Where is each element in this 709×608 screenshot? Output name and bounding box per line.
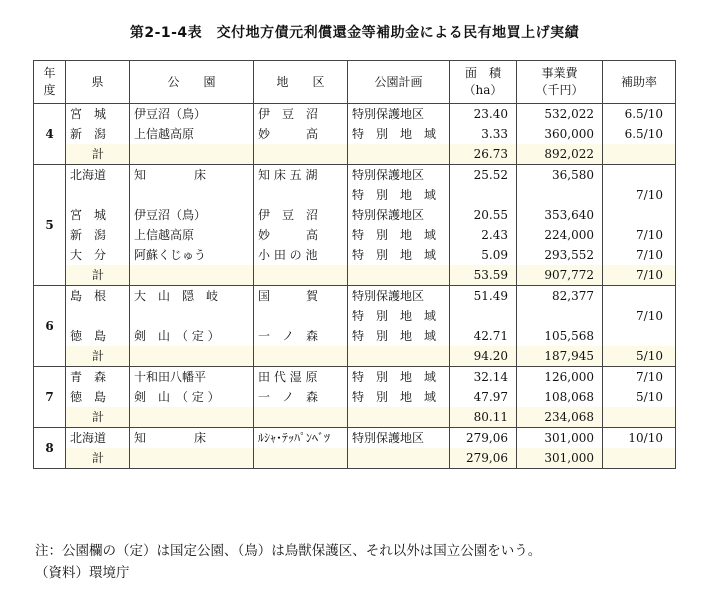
prefecture-cell: 宮 城 bbox=[66, 205, 130, 225]
header-cost: 事業費 （千円） bbox=[517, 61, 603, 104]
table-title: 第2-1-4表 交付地方債元利償還金等補助金による民有地買上げ実績 bbox=[129, 25, 580, 41]
purchase-results-table bbox=[33, 60, 676, 469]
total-cost: 301,000 bbox=[517, 448, 603, 469]
area-cell: 20.55 bbox=[450, 205, 517, 225]
total-area: 94.20 bbox=[450, 346, 517, 367]
park-cell: 剣 山 （ 定 ） bbox=[130, 326, 254, 346]
year-cell: 5 bbox=[34, 165, 66, 286]
cost-cell: 108,068 bbox=[517, 387, 603, 407]
prefecture-cell: 新 潟 bbox=[66, 225, 130, 245]
table-row bbox=[34, 306, 676, 326]
park-cell bbox=[130, 306, 254, 326]
year-cell: 7 bbox=[34, 367, 66, 428]
empty-cell bbox=[130, 346, 254, 367]
prefecture-cell: 北海道 bbox=[66, 428, 130, 449]
table-row bbox=[34, 104, 676, 125]
total-label: 計 bbox=[66, 346, 130, 367]
header-park-plan: 公園計画 bbox=[348, 61, 450, 104]
district-cell: 妙 高 bbox=[254, 225, 348, 245]
table-row bbox=[34, 225, 676, 245]
park-cell: 上信越高原 bbox=[130, 124, 254, 144]
prefecture-cell: 新 潟 bbox=[66, 124, 130, 144]
district-cell: 小 田 の 池 bbox=[254, 245, 348, 265]
table-row bbox=[34, 286, 676, 307]
cost-cell: 224,000 bbox=[517, 225, 603, 245]
empty-cell bbox=[254, 144, 348, 165]
park-cell: 剣 山 （ 定 ） bbox=[130, 387, 254, 407]
prefecture-cell: 北海道 bbox=[66, 165, 130, 186]
cost-cell: 532,022 bbox=[517, 104, 603, 125]
total-label: 計 bbox=[66, 407, 130, 428]
total-row bbox=[34, 346, 676, 367]
cost-cell: 353,640 bbox=[517, 205, 603, 225]
area-cell bbox=[450, 185, 517, 205]
table-row bbox=[34, 326, 676, 346]
total-area: 279,06 bbox=[450, 448, 517, 469]
rate-cell: 7/10 bbox=[603, 185, 676, 205]
district-cell: 一 ノ 森 bbox=[254, 326, 348, 346]
table-row bbox=[34, 367, 676, 388]
header-park: 公 園 bbox=[130, 61, 254, 104]
header-subsidy-rate: 補助率 bbox=[603, 61, 676, 104]
total-label: 計 bbox=[66, 144, 130, 165]
area-cell bbox=[450, 306, 517, 326]
cost-cell: 36,580 bbox=[517, 165, 603, 186]
plan-cell: 特別保護地区 bbox=[348, 428, 450, 449]
district-cell: ﾙｼｬ･ﾃｯﾊﾟﾝﾍﾞﾂ bbox=[254, 428, 348, 449]
prefecture-cell: 大 分 bbox=[66, 245, 130, 265]
total-label: 計 bbox=[66, 265, 130, 286]
prefecture-cell: 徳 島 bbox=[66, 387, 130, 407]
total-cost: 234,068 bbox=[517, 407, 603, 428]
rate-cell: 7/10 bbox=[603, 245, 676, 265]
plan-cell: 特別保護地区 bbox=[348, 165, 450, 186]
rate-cell bbox=[603, 205, 676, 225]
cost-cell bbox=[517, 306, 603, 326]
plan-cell: 特別保護地区 bbox=[348, 104, 450, 125]
total-rate: 5/10 bbox=[603, 346, 676, 367]
total-area: 80.11 bbox=[450, 407, 517, 428]
area-cell: 2.43 bbox=[450, 225, 517, 245]
total-row bbox=[34, 448, 676, 469]
district-cell: 国 賀 bbox=[254, 286, 348, 307]
area-cell: 25.52 bbox=[450, 165, 517, 186]
prefecture-cell: 宮 城 bbox=[66, 104, 130, 125]
district-cell: 一 ノ 森 bbox=[254, 387, 348, 407]
total-cost: 907,772 bbox=[517, 265, 603, 286]
source-note: （資料）環境庁 bbox=[35, 565, 130, 581]
total-cost: 892,022 bbox=[517, 144, 603, 165]
park-cell: 上信越高原 bbox=[130, 225, 254, 245]
district-cell: 伊 豆 沼 bbox=[254, 205, 348, 225]
cost-cell: 105,568 bbox=[517, 326, 603, 346]
cost-cell bbox=[517, 185, 603, 205]
rate-cell: 5/10 bbox=[603, 387, 676, 407]
district-cell: 田 代 湿 原 bbox=[254, 367, 348, 388]
total-row bbox=[34, 144, 676, 165]
cost-cell: 293,552 bbox=[517, 245, 603, 265]
area-cell: 5.09 bbox=[450, 245, 517, 265]
plan-cell: 特 別 地 域 bbox=[348, 306, 450, 326]
park-cell: 知 床 bbox=[130, 165, 254, 186]
prefecture-cell bbox=[66, 306, 130, 326]
rate-cell bbox=[603, 165, 676, 186]
total-rate: 7/10 bbox=[603, 265, 676, 286]
total-label: 計 bbox=[66, 448, 130, 469]
table-body bbox=[34, 104, 676, 469]
cost-cell: 126,000 bbox=[517, 367, 603, 388]
cost-cell: 360,000 bbox=[517, 124, 603, 144]
prefecture-cell: 徳 島 bbox=[66, 326, 130, 346]
empty-cell bbox=[348, 144, 450, 165]
plan-cell: 特 別 地 域 bbox=[348, 124, 450, 144]
empty-cell bbox=[348, 265, 450, 286]
park-cell: 十和田八幡平 bbox=[130, 367, 254, 388]
total-rate bbox=[603, 407, 676, 428]
header-year: 年 度 bbox=[34, 61, 66, 104]
footnote: 注：公園欄の（定）は国定公園、（鳥）は鳥獣保護区、それ以外は国立公園をいう。 bbox=[35, 543, 542, 559]
park-cell: 伊豆沼（鳥） bbox=[130, 104, 254, 125]
cost-cell: 301,000 bbox=[517, 428, 603, 449]
empty-cell bbox=[348, 346, 450, 367]
rate-cell bbox=[603, 326, 676, 346]
table-header bbox=[34, 61, 676, 104]
area-cell: 51.49 bbox=[450, 286, 517, 307]
year-cell: 8 bbox=[34, 428, 66, 469]
park-cell: 伊豆沼（鳥） bbox=[130, 205, 254, 225]
rate-cell bbox=[603, 286, 676, 307]
empty-cell bbox=[254, 265, 348, 286]
empty-cell bbox=[254, 448, 348, 469]
empty-cell bbox=[130, 144, 254, 165]
cost-cell: 82,377 bbox=[517, 286, 603, 307]
table-row bbox=[34, 205, 676, 225]
district-cell: 知 床 五 湖 bbox=[254, 165, 348, 186]
total-row bbox=[34, 265, 676, 286]
table-row bbox=[34, 245, 676, 265]
prefecture-cell: 青 森 bbox=[66, 367, 130, 388]
header-district: 地 区 bbox=[254, 61, 348, 104]
rate-cell: 6.5/10 bbox=[603, 104, 676, 125]
total-row bbox=[34, 407, 676, 428]
area-cell: 32.14 bbox=[450, 367, 517, 388]
table-row bbox=[34, 124, 676, 144]
plan-cell: 特 別 地 域 bbox=[348, 367, 450, 388]
empty-cell bbox=[254, 346, 348, 367]
plan-cell: 特別保護地区 bbox=[348, 286, 450, 307]
empty-cell bbox=[254, 407, 348, 428]
prefecture-cell: 島 根 bbox=[66, 286, 130, 307]
area-cell: 47.97 bbox=[450, 387, 517, 407]
rate-cell: 6.5/10 bbox=[603, 124, 676, 144]
district-cell bbox=[254, 306, 348, 326]
plan-cell: 特 別 地 域 bbox=[348, 245, 450, 265]
rate-cell: 10/10 bbox=[603, 428, 676, 449]
empty-cell bbox=[130, 448, 254, 469]
park-cell bbox=[130, 185, 254, 205]
total-cost: 187,945 bbox=[517, 346, 603, 367]
rate-cell: 7/10 bbox=[603, 367, 676, 388]
park-cell: 知 床 bbox=[130, 428, 254, 449]
plan-cell: 特 別 地 域 bbox=[348, 225, 450, 245]
header-area: 面 積 （ha） bbox=[450, 61, 517, 104]
total-rate bbox=[603, 144, 676, 165]
empty-cell bbox=[348, 448, 450, 469]
plan-cell: 特 別 地 域 bbox=[348, 387, 450, 407]
prefecture-cell bbox=[66, 185, 130, 205]
district-cell bbox=[254, 185, 348, 205]
area-cell: 23.40 bbox=[450, 104, 517, 125]
area-cell: 42.71 bbox=[450, 326, 517, 346]
empty-cell bbox=[348, 407, 450, 428]
table-row bbox=[34, 185, 676, 205]
empty-cell bbox=[130, 407, 254, 428]
table-row bbox=[34, 428, 676, 449]
empty-cell bbox=[130, 265, 254, 286]
total-rate bbox=[603, 448, 676, 469]
plan-cell: 特 別 地 域 bbox=[348, 185, 450, 205]
header-prefecture: 県 bbox=[66, 61, 130, 104]
total-area: 53.59 bbox=[450, 265, 517, 286]
area-cell: 3.33 bbox=[450, 124, 517, 144]
total-area: 26.73 bbox=[450, 144, 517, 165]
park-cell: 阿蘇くじゅう bbox=[130, 245, 254, 265]
district-cell: 妙 高 bbox=[254, 124, 348, 144]
table-row bbox=[34, 165, 676, 186]
district-cell: 伊 豆 沼 bbox=[254, 104, 348, 125]
year-cell: 6 bbox=[34, 286, 66, 367]
area-cell: 279,06 bbox=[450, 428, 517, 449]
rate-cell: 7/10 bbox=[603, 306, 676, 326]
park-cell: 大 山 隠 岐 bbox=[130, 286, 254, 307]
plan-cell: 特別保護地区 bbox=[348, 205, 450, 225]
table-row bbox=[34, 387, 676, 407]
rate-cell: 7/10 bbox=[603, 225, 676, 245]
year-cell: 4 bbox=[34, 104, 66, 165]
plan-cell: 特 別 地 域 bbox=[348, 326, 450, 346]
